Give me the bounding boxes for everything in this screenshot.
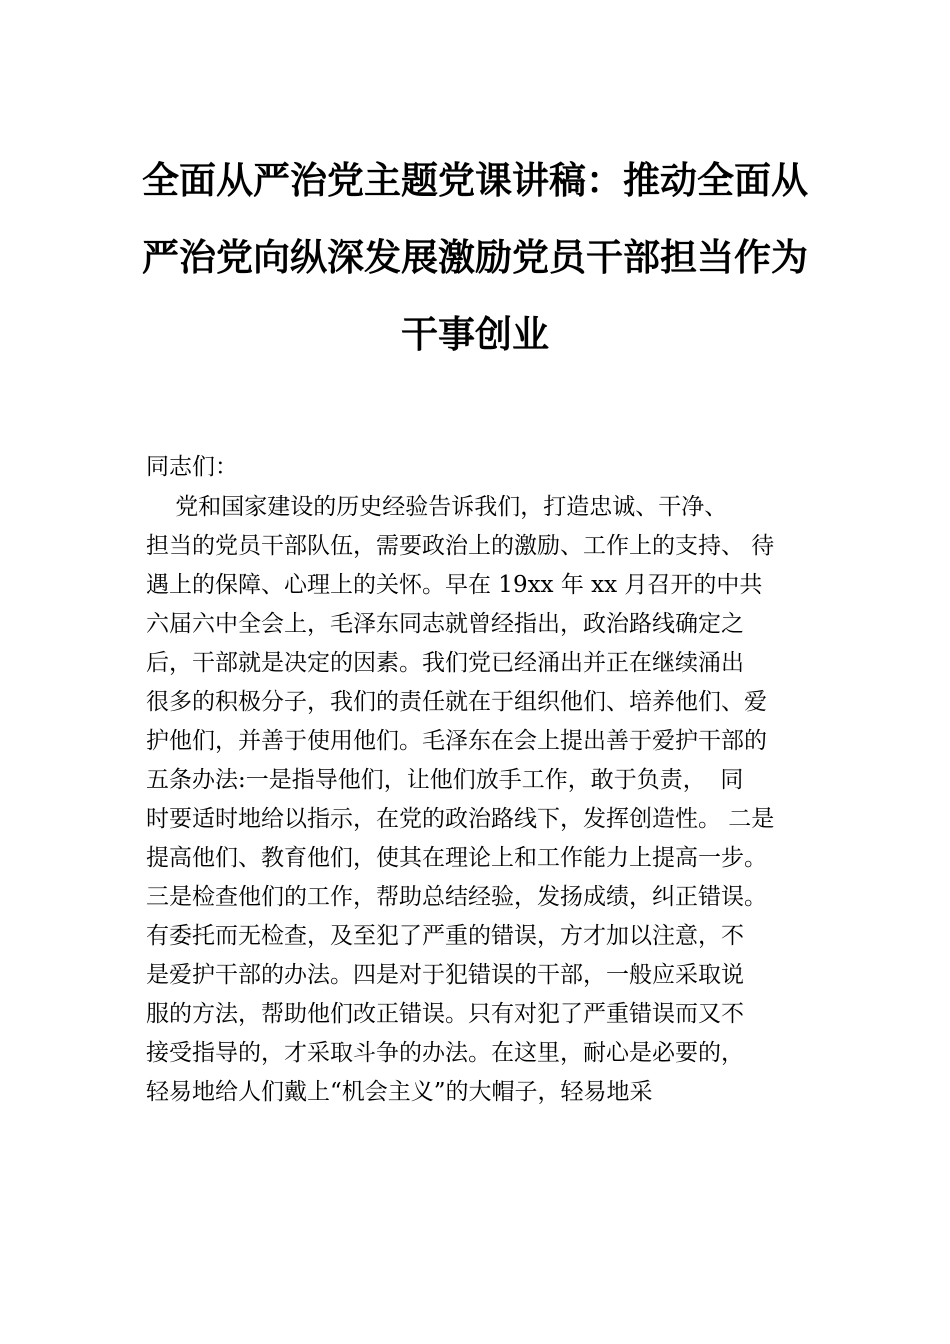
body-line: 轻易地给人们戴上“机会主义”的大帽子，轻易地采 [146,1079,653,1105]
body-line: 有委托而无检查，及至犯了严重的错误，方才加以注意，不 [146,923,744,949]
body-line: 很多的积极分子，我们的责任就在于组织他们、培养他们、爱 [146,689,767,715]
body-line: 五条办法:一是指导他们，让他们放手工作，敢于负责， 同 [146,767,744,793]
body-line: 服的方法，帮助他们改正错误。只有对犯了严重错误而又不 [146,1001,744,1027]
body-line: 三是检查他们的工作，帮助总结经验，发扬成绩，纠正错误。 [146,884,767,910]
body-line: 接受指导的，才采取斗争的办法。在这里，耐心是必要的， [146,1040,744,1066]
document-title-line-2: 严治党向纵深发展激励党员干部担当作为 [142,235,808,279]
body-line: 六届六中全会上，毛泽东同志就曾经指出，政治路线确定之 [146,611,744,637]
body-line: 遇上的保障、心理上的关怀。早在 19xx 年 xx 月召开的中共 [146,572,763,598]
body-line: 护他们，并善于使用他们。毛泽东在会上提出善于爱护干部的 [146,728,767,754]
body-line: 是爱护干部的办法。四是对于犯错误的干部，一般应采取说 [146,962,744,988]
body-line: 提高他们、教育他们，使其在理论上和工作能力上提高一步。 [146,845,767,871]
document-title-line-1: 全面从严治党主题党课讲稿：推动全面从 [142,158,808,202]
body-line: 担当的党员干部队伍，需要政治上的激励、工作上的支持、 待 [146,533,775,559]
body-line: 时要适时地给以指示，在党的政治路线下，发挥创造性。 二是 [146,806,775,832]
body-line: 党和国家建设的历史经验告诉我们，打造忠诚、干净、 [146,494,728,520]
document-title-line-3: 干事创业 [401,312,549,356]
body-line: 后，干部就是决定的因素。我们党已经涌出并正在继续涌出 [146,650,744,676]
salutation: 同志们： [146,454,238,480]
